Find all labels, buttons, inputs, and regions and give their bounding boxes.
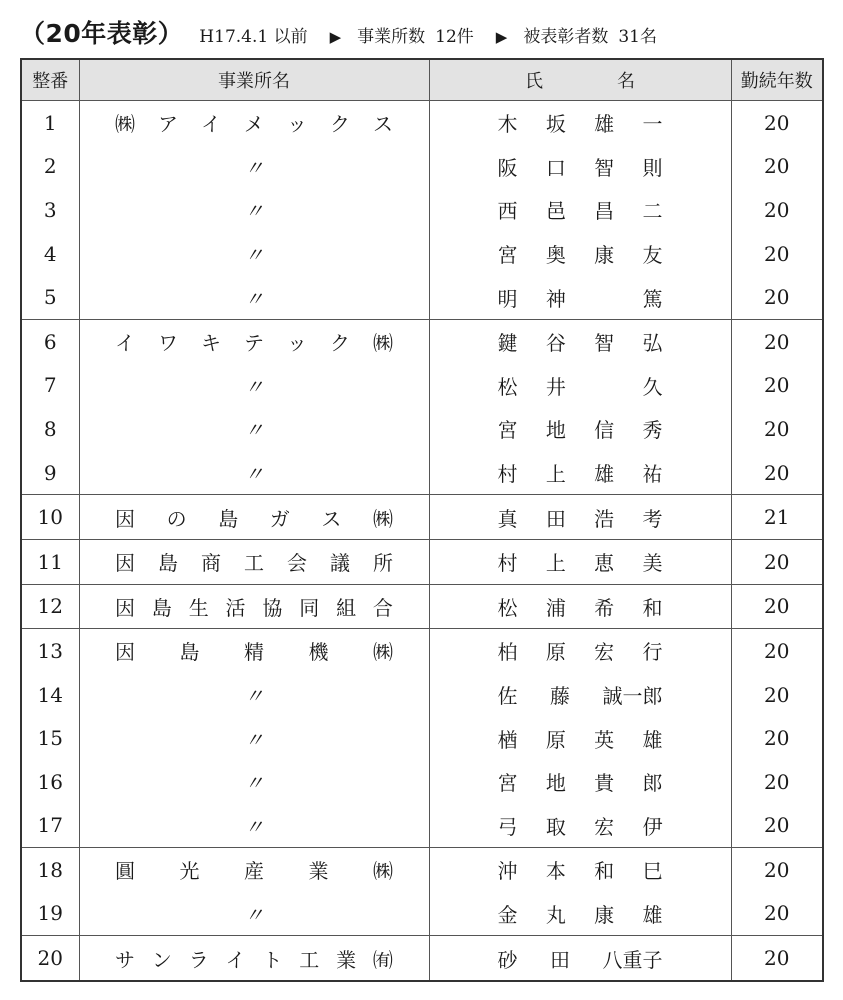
- awardees-count: 31名: [618, 27, 657, 47]
- table-row: [21, 892, 823, 936]
- name-char: 阪: [497, 155, 518, 180]
- name-char: 誠: [602, 684, 623, 709]
- years-of-service: 20: [731, 539, 823, 584]
- row-number: 18: [21, 848, 79, 892]
- row-number: 17: [21, 804, 79, 848]
- years-of-service: 20: [731, 319, 823, 363]
- name-char: 宮: [497, 418, 518, 443]
- cutoff-date: H17.4.1 以前: [199, 27, 308, 47]
- table-row: [21, 495, 823, 540]
- company-cell: [79, 145, 429, 189]
- name-char: 智: [594, 155, 615, 180]
- header-no: 整番: [21, 59, 79, 101]
- row-number: 14: [21, 673, 79, 717]
- person-name-cell: [429, 232, 731, 276]
- table-row: [21, 848, 823, 892]
- name-char: 明: [497, 286, 518, 311]
- name-char: 郎: [642, 684, 663, 709]
- name-char: 祐: [642, 462, 663, 487]
- company-char: ッ: [287, 331, 307, 356]
- company-char: 商: [201, 551, 221, 576]
- company-char: 因: [115, 640, 135, 665]
- person-name-cell: [429, 673, 731, 717]
- businesses-label: 事業所数: [357, 27, 426, 47]
- name-char: 貴: [594, 771, 615, 796]
- years-of-service: 20: [731, 232, 823, 276]
- name-char: 雄: [594, 462, 615, 487]
- company-char: 〃: [244, 684, 264, 709]
- name-char: 弘: [642, 331, 663, 356]
- company-char: 〃: [244, 814, 264, 839]
- years-of-service: 20: [731, 364, 823, 408]
- company-char: テ: [244, 331, 264, 356]
- person-name-cell: [429, 584, 731, 629]
- name-char: 松: [497, 374, 518, 399]
- company-cell: [79, 892, 429, 936]
- company-char: ㈱: [372, 506, 393, 531]
- table-row: [21, 364, 823, 408]
- years-of-service: 20: [731, 451, 823, 495]
- person-name-cell: [429, 936, 731, 981]
- company-cell: [79, 188, 429, 232]
- company-cell: [79, 584, 429, 629]
- company-char: ワ: [158, 331, 178, 356]
- row-number: 13: [21, 629, 79, 673]
- name-char: 則: [642, 155, 663, 180]
- years-of-service: 20: [731, 936, 823, 981]
- company-char: 〃: [244, 418, 264, 443]
- company-char: 同: [299, 595, 320, 620]
- header-name-left: 氏: [525, 71, 543, 92]
- company-cell: [79, 407, 429, 451]
- name-char: 巳: [642, 859, 663, 884]
- company-char: ッ: [287, 112, 307, 137]
- company-cell: [79, 275, 429, 319]
- row-number: 7: [21, 364, 79, 408]
- table-row: [21, 319, 823, 363]
- company-char: 島: [158, 551, 178, 576]
- name-char: 坂: [545, 112, 566, 137]
- name-char: 秀: [642, 418, 663, 443]
- name-char: 鍵: [497, 331, 518, 356]
- company-char: 業: [336, 947, 357, 972]
- name-char: [594, 283, 614, 312]
- table-row: [21, 936, 823, 981]
- row-number: 10: [21, 495, 79, 540]
- company-char: ト: [262, 947, 283, 972]
- arrow-right-icon: ▶: [329, 28, 342, 46]
- page-header: [20, 14, 823, 52]
- person-name-cell: [429, 101, 731, 145]
- company-char: 〃: [244, 243, 264, 268]
- name-char: 康: [594, 902, 615, 927]
- name-char: 子: [642, 947, 663, 972]
- row-number: 20: [21, 936, 79, 981]
- name-char: 取: [545, 814, 566, 839]
- name-char: 郎: [642, 771, 663, 796]
- company-cell: [79, 101, 429, 145]
- years-of-service: 20: [731, 275, 823, 319]
- name-char: 谷: [545, 331, 566, 356]
- name-char: 信: [594, 418, 615, 443]
- company-char: 業: [308, 859, 329, 884]
- company-char: 因: [115, 551, 135, 576]
- table-row: [21, 760, 823, 804]
- company-char: ク: [330, 112, 350, 137]
- awardees-label: 被表彰者数: [523, 27, 609, 47]
- name-char: 美: [642, 551, 663, 576]
- company-char: ガ: [269, 506, 290, 531]
- company-char: ㈱: [373, 640, 393, 665]
- company-cell: [79, 364, 429, 408]
- company-char: 協: [262, 595, 283, 620]
- company-char: 〃: [244, 199, 264, 224]
- name-char: 柏: [497, 640, 518, 665]
- company-char: 因: [115, 595, 135, 620]
- company-char: 〃: [244, 902, 264, 927]
- years-of-service: 20: [731, 584, 823, 629]
- table-row: [21, 673, 823, 717]
- company-char: 島: [218, 506, 239, 531]
- name-char: 村: [497, 551, 518, 576]
- person-name-cell: [429, 319, 731, 363]
- years-of-service: 20: [731, 760, 823, 804]
- name-char: 上: [545, 551, 566, 576]
- person-name-cell: [429, 407, 731, 451]
- name-char: 宮: [497, 771, 518, 796]
- person-name-cell: [429, 716, 731, 760]
- company-char: イ: [201, 112, 221, 137]
- person-name-cell: [429, 275, 731, 319]
- name-char: 宏: [594, 814, 615, 839]
- table-row: [21, 629, 823, 673]
- table-row: [21, 232, 823, 276]
- company-char: 〃: [244, 462, 264, 487]
- person-name-cell: [429, 804, 731, 848]
- company-char: 〃: [244, 771, 264, 796]
- company-char: 島: [151, 595, 172, 620]
- company-char: 島: [179, 640, 200, 665]
- company-char: 合: [372, 595, 393, 620]
- person-name-cell: [429, 145, 731, 189]
- table-header-row: [21, 59, 823, 101]
- name-char: 砂: [497, 947, 518, 972]
- person-name-cell: [429, 892, 731, 936]
- table-row: [21, 716, 823, 760]
- name-char: 邑: [545, 199, 566, 224]
- name-char: 地: [545, 771, 566, 796]
- company-cell: [79, 629, 429, 673]
- years-of-service: 20: [731, 673, 823, 717]
- name-char: 雄: [642, 727, 663, 752]
- table-row: [21, 188, 823, 232]
- name-char: 神: [545, 286, 566, 311]
- company-char: の: [166, 506, 187, 531]
- company-char: 〃: [244, 286, 264, 311]
- name-char: 本: [545, 859, 566, 884]
- table-row: [21, 101, 823, 145]
- company-char: ラ: [188, 947, 209, 972]
- header-name: [429, 59, 731, 101]
- name-char: 二: [642, 199, 663, 224]
- years-of-service: 20: [731, 804, 823, 848]
- row-number: 19: [21, 892, 79, 936]
- row-number: 4: [21, 232, 79, 276]
- name-char: 伊: [642, 814, 663, 839]
- company-cell: [79, 451, 429, 495]
- company-cell: [79, 232, 429, 276]
- name-group: [603, 944, 663, 973]
- name-char: 地: [545, 418, 566, 443]
- years-of-service: 20: [731, 629, 823, 673]
- years-of-service: 20: [731, 407, 823, 451]
- company-char: キ: [201, 331, 221, 356]
- name-group: [603, 680, 663, 709]
- company-char: ン: [151, 947, 172, 972]
- name-char: 奥: [545, 243, 566, 268]
- table-row: [21, 539, 823, 584]
- company-cell: [79, 760, 429, 804]
- company-char: ㈱: [373, 859, 393, 884]
- header-years: 勤続年数: [731, 59, 823, 101]
- company-char: ㈱: [373, 331, 393, 356]
- name-char: 西: [497, 199, 518, 224]
- company-cell: [79, 936, 429, 981]
- company-cell: [79, 495, 429, 540]
- years-of-service: 20: [731, 716, 823, 760]
- company-char: ㈲: [372, 947, 393, 972]
- row-number: 9: [21, 451, 79, 495]
- section-title: （20年表彰）: [20, 19, 184, 48]
- person-name-cell: [429, 451, 731, 495]
- company-char: 〃: [244, 155, 264, 180]
- name-char: 希: [594, 595, 615, 620]
- company-char: ス: [373, 112, 393, 137]
- row-number: 8: [21, 407, 79, 451]
- name-char: 八: [602, 947, 623, 972]
- company-char: サ: [115, 947, 135, 972]
- company-cell: [79, 804, 429, 848]
- person-name-cell: [429, 364, 731, 408]
- company-cell: [79, 539, 429, 584]
- years-of-service: 20: [731, 101, 823, 145]
- businesses-count: 12件: [435, 27, 474, 47]
- company-cell: [79, 319, 429, 363]
- years-of-service: 20: [731, 188, 823, 232]
- header-name-right: 名: [617, 71, 635, 92]
- name-char: 沖: [497, 859, 518, 884]
- company-cell: [79, 673, 429, 717]
- company-char: イ: [225, 947, 246, 972]
- company-char: イ: [115, 331, 135, 356]
- row-number: 1: [21, 101, 79, 145]
- row-number: 6: [21, 319, 79, 363]
- name-char: 行: [642, 640, 663, 665]
- company-char: 工: [299, 947, 320, 972]
- table-row: [21, 804, 823, 848]
- name-char: 浦: [545, 595, 566, 620]
- name-char: 井: [545, 374, 566, 399]
- name-char: 久: [642, 374, 663, 399]
- name-char: 丸: [545, 902, 566, 927]
- name-char: 木: [497, 112, 518, 137]
- table-row: [21, 584, 823, 629]
- row-number: 3: [21, 188, 79, 232]
- person-name-cell: [429, 760, 731, 804]
- person-name-cell: [429, 539, 731, 584]
- name-char: 田: [550, 947, 570, 972]
- company-char: 〃: [244, 727, 264, 752]
- name-char: 口: [545, 155, 566, 180]
- name-char: 一: [622, 684, 643, 709]
- name-char: 田: [545, 506, 566, 531]
- table-row: [21, 145, 823, 189]
- name-char: 和: [594, 859, 615, 884]
- name-char: 藤: [550, 684, 570, 709]
- company-char: 会: [287, 551, 307, 576]
- name-char: 考: [642, 506, 663, 531]
- table-row: [21, 275, 823, 319]
- name-char: 原: [545, 727, 566, 752]
- years-of-service: 20: [731, 145, 823, 189]
- name-char: 英: [594, 727, 615, 752]
- name-char: 浩: [594, 506, 615, 531]
- company-char: 光: [179, 859, 200, 884]
- name-char: 弓: [497, 814, 518, 839]
- name-char: 康: [594, 243, 615, 268]
- years-of-service: 20: [731, 848, 823, 892]
- name-char: 真: [497, 506, 518, 531]
- name-char: 宮: [497, 243, 518, 268]
- name-char: 原: [545, 640, 566, 665]
- person-name-cell: [429, 848, 731, 892]
- company-char: ㈱: [115, 112, 135, 137]
- name-char: 上: [545, 462, 566, 487]
- name-char: 村: [497, 462, 518, 487]
- name-char: 友: [642, 243, 663, 268]
- company-char: 組: [336, 595, 357, 620]
- row-number: 15: [21, 716, 79, 760]
- company-char: 生: [188, 595, 209, 620]
- name-char: 一: [642, 112, 663, 137]
- company-char: 〃: [244, 374, 264, 399]
- company-char: 精: [244, 640, 264, 665]
- arrow-right-icon: ▶: [495, 28, 508, 46]
- awardee-table: [20, 58, 824, 982]
- name-char: 昌: [594, 199, 615, 224]
- row-number: 5: [21, 275, 79, 319]
- years-of-service: 21: [731, 495, 823, 540]
- company-char: メ: [244, 112, 264, 137]
- person-name-cell: [429, 629, 731, 673]
- person-name-cell: [429, 188, 731, 232]
- name-char: 楢: [497, 727, 518, 752]
- name-char: 重: [622, 947, 643, 972]
- company-char: 機: [308, 640, 329, 665]
- name-char: 和: [642, 595, 663, 620]
- row-number: 12: [21, 584, 79, 629]
- company-char: 議: [330, 551, 350, 576]
- company-char: 所: [373, 551, 393, 576]
- company-char: ス: [321, 506, 342, 531]
- company-cell: [79, 716, 429, 760]
- name-char: 恵: [594, 551, 615, 576]
- years-of-service: 20: [731, 892, 823, 936]
- company-char: ク: [330, 331, 350, 356]
- name-char: 篤: [642, 286, 663, 311]
- company-cell: [79, 848, 429, 892]
- name-char: 金: [497, 902, 518, 927]
- row-number: 11: [21, 539, 79, 584]
- company-char: 産: [244, 859, 264, 884]
- name-char: 雄: [642, 902, 663, 927]
- name-char: 佐: [497, 684, 518, 709]
- company-char: 因: [115, 506, 135, 531]
- company-char: ア: [158, 112, 178, 137]
- name-char: 宏: [594, 640, 615, 665]
- company-char: 工: [244, 551, 264, 576]
- row-number: 2: [21, 145, 79, 189]
- company-char: 活: [225, 595, 246, 620]
- name-char: [594, 371, 614, 400]
- table-body: [21, 101, 823, 981]
- person-name-cell: [429, 495, 731, 540]
- name-char: 雄: [594, 112, 615, 137]
- header-company: 事業所名: [79, 59, 429, 101]
- row-number: 16: [21, 760, 79, 804]
- table-row: [21, 407, 823, 451]
- name-char: 智: [594, 331, 615, 356]
- table-row: [21, 451, 823, 495]
- name-char: 松: [497, 595, 518, 620]
- company-char: 圓: [115, 859, 135, 884]
